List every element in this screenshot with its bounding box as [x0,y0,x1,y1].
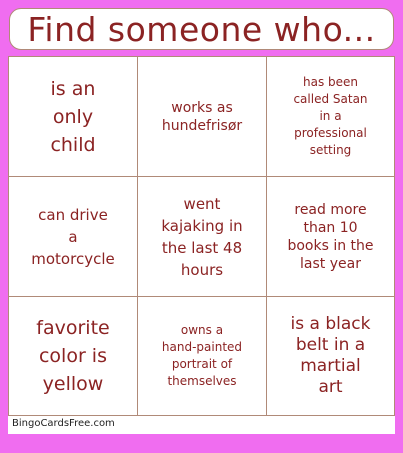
bingo-cell-6[interactable] [267,177,394,297]
bingo-cell-9[interactable] [267,297,394,415]
bingo-cell-text: works as hundefrisør [161,99,243,134]
bingo-cell-5[interactable] [138,177,267,297]
bingo-cell-4[interactable] [9,177,138,297]
bingo-cell-text: can drive a motorcycle [31,205,115,268]
card-title: Find someone who... [27,9,376,49]
site-credit: BingoCardsFree.com [12,418,115,429]
bingo-cell-8[interactable] [138,297,267,415]
bingo-cell-text: is a black belt in a martial art [290,314,371,397]
title-banner [9,8,394,50]
bingo-cell-1[interactable] [9,57,138,177]
bingo-grid [8,56,395,416]
bingo-cell-text: is an only child [50,77,96,156]
bingo-card [8,56,395,434]
bingo-cell-text: owns a hand-painted portrait of themselves [161,323,243,388]
bingo-cell-text: favorite color is yellow [36,317,110,395]
bingo-cell-text: has been called Satan in a professional setting [293,75,368,157]
bingo-cell-2[interactable] [138,57,267,177]
bingo-cell-text: read more than 10 books in the last year [287,201,374,272]
bingo-cell-7[interactable] [9,297,138,415]
bingo-cell-text: went kajaking in the last 48 hours [161,194,243,279]
bingo-cell-3[interactable] [267,57,394,177]
